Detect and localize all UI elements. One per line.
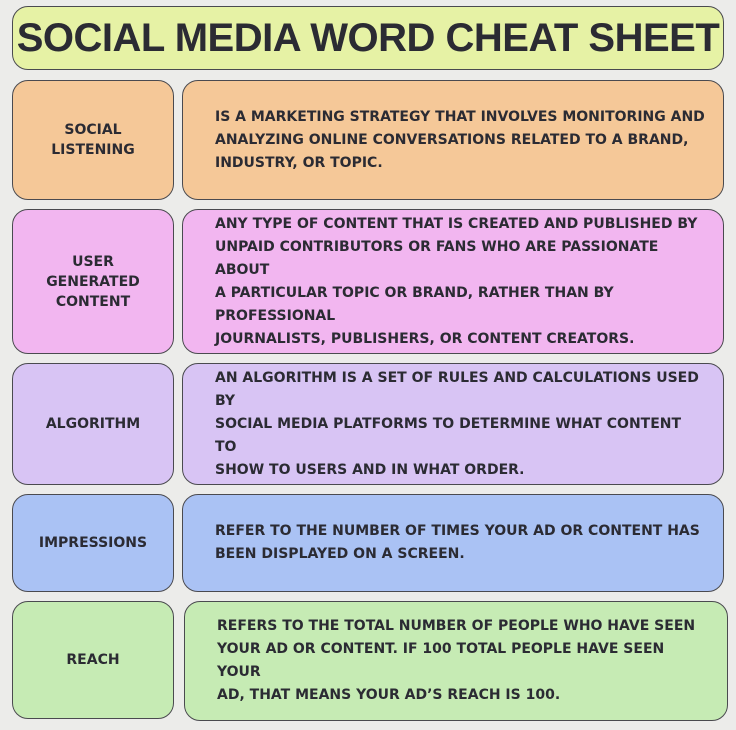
definition-text: IS A MARKETING STRATEGY THAT INVOLVES MONITORING AND ANALYZING ONLINE CONVERSATIONS RELATED TO A BRAND, INDUSTRY, OR TOPIC. (215, 108, 705, 171)
term-label: IMPRESSIONS (38, 535, 148, 551)
term-label: USER GENERATED CONTENT (46, 253, 140, 310)
term-label: REACH (66, 652, 120, 668)
term-label: ALGORITHM (45, 416, 141, 432)
definition-algorithm (182, 363, 724, 485)
term-social-listening (12, 80, 174, 200)
term-reach (12, 601, 174, 719)
definition-impressions (182, 494, 724, 592)
definition-text: AN ALGORITHM IS A SET OF RULES AND CALCULATIONS USED BY SOCIAL MEDIA PLATFORMS TO DETERMINE WHAT CONTENT TO SHOW TO USERS AND IN WHAT ORDER. (215, 369, 699, 478)
definition-social-listening (182, 80, 724, 200)
term-algorithm (12, 363, 174, 485)
definition-text: ANY TYPE OF CONTENT THAT IS CREATED AND PUBLISHED BY UNPAID CONTRIBUTORS OR FANS WHO ARE PASSIONATE ABOUT A PARTICULAR TOPIC OR BRAND, RATHER THAN BY PROFESSIONAL JOURNALISTS, PUBLISHERS, OR CONTENT CREATORS. (215, 215, 698, 347)
page-title: SOCIAL MEDIA WORD CHEAT SHEET (12, 6, 724, 70)
definition-reach (184, 601, 728, 721)
definition-text: REFER TO THE NUMBER OF TIMES YOUR AD OR CONTENT HAS BEEN DISPLAYED ON A SCREEN. (215, 523, 700, 562)
definition-text: REFERS TO THE TOTAL NUMBER OF PEOPLE WHO HAVE SEEN YOUR AD OR CONTENT. IF 100 TOTAL PEOPLE HAVE SEEN YOUR AD, THAT MEANS YOUR AD’S REACH IS 100. (217, 618, 696, 703)
definition-user-generated-content (182, 209, 724, 354)
term-impressions (12, 494, 174, 592)
term-user-generated-content (12, 209, 174, 354)
term-label: SOCIAL LISTENING (51, 122, 135, 158)
